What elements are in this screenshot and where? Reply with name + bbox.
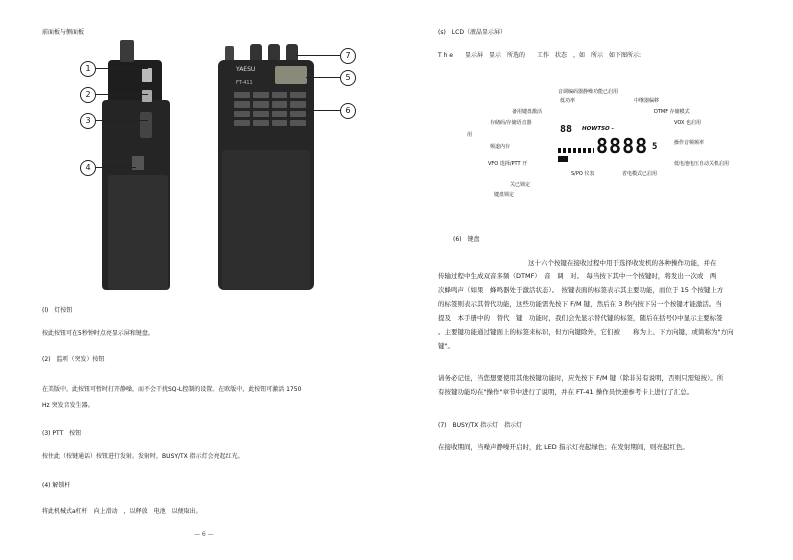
lcd-suffix-digit: 5 (652, 142, 658, 152)
section-latch-title: (4) 解锁杆 (42, 482, 71, 489)
radio-lcd-window (275, 66, 307, 84)
lcd-label: 关已锁定 (510, 182, 531, 188)
lcd-label: VFO 选择/PTT 开 (488, 161, 528, 167)
keypad-line: 提及 本手册中的 替代 键 功能时，我们会先显示替代键的标签，随后在括号()中显示主要标签 (438, 314, 723, 322)
lcd-label: 低电池电压自动关机启用 (674, 161, 730, 167)
lcd-label: 中继器偏移 (634, 98, 660, 104)
lcd-label: 低功率 (560, 98, 576, 104)
left-page-heading: 前面板与侧面板 (42, 29, 85, 36)
lcd-label: 音调编码器静噪功能已启用 (558, 89, 619, 95)
busy-body: 在接收期间，当噪声静噪开启时，此 LED 指示灯亮起绿色；在发射期间，则亮起红色。 (438, 443, 689, 451)
keypad-heading: (6) 键盘 (453, 236, 480, 243)
lcd-label: VOX 也启用 (674, 120, 701, 126)
callout-2: 2 (80, 87, 96, 103)
page-number: — 6 — (194, 531, 214, 538)
keypad-line: 键"。 (438, 342, 454, 350)
callout-4: 4 (80, 160, 96, 176)
section-ptt-body: 按住此（按键通话）按钮进行发射。发射时，BUSY/TX 指示灯会亮起红光。 (42, 453, 244, 460)
lcd-intro: T h e 显示屏 显示 所选的 工作 状态 ，如 所示 如下图所示: (438, 52, 641, 59)
callout-1: 1 (80, 61, 96, 77)
note-line: 请务必记住，当您想要使用其他按键功能时，应先按下 F/M 键（除非另有说明，否则只需短按）。所 (438, 374, 724, 382)
section-ptt-title: (3) PTT 按钮 (42, 430, 82, 437)
callout-5: 5 (340, 70, 356, 86)
lcd-label: 省电模式已启用 (622, 171, 658, 177)
section-monitor-body-1: 在美版中，此按钮可暂时打开静噪，而不会干扰SQ-L控制的设置。在欧版中，此按钮可激活 1750 (42, 386, 302, 393)
radio-brand: YAESU (236, 66, 256, 73)
lcd-label: 键盘锁定 (494, 192, 515, 198)
lcd-s-meter-bar (558, 148, 594, 153)
radio-keypad (234, 92, 306, 126)
callout-3: 3 (80, 113, 96, 129)
section-monitor-body-2: Hz 突发音发生器。 (42, 402, 94, 409)
lcd-heading: (s) LCD（液晶显示屏） (438, 29, 506, 36)
callout-7: 7 (340, 48, 356, 64)
section-light-title: (l) 灯按钮 (42, 307, 73, 314)
section-light-body: 按此按钮可在5秒钟时点亮显示屏和键盘。 (42, 330, 154, 337)
lcd-label: 备用键盘激活 (512, 109, 543, 115)
lcd-small-digits: 88 (560, 124, 573, 135)
lcd-label: S/PO 仪表 (571, 171, 595, 177)
keypad-line: 次蜂鸣声（如果 蜂鸣器处于激活状态）。 按键表面的标签表示其主要功能，而位于 15 个按键上方 (438, 286, 724, 294)
lcd-label: 用 (467, 132, 473, 138)
lcd-label: 操作音频频率 (674, 140, 705, 146)
keypad-line: 。主要键功能通过键面上的标签来标识，但方向键除外，它们被 称为上、下方向键，或简称为"方向 (438, 328, 734, 336)
lcd-mode-text: HOWTSO - (582, 126, 614, 132)
keypad-line: 这十六个按键在接收过程中用于选择收发机的各种操作功能，并在 (528, 259, 717, 267)
lcd-main-digits: 8888 (596, 134, 649, 158)
lcd-label: 存储码/存储语音器 (490, 120, 532, 126)
radio-model: FT-411 (236, 80, 253, 86)
section-latch-body: 将此机械式a杠杆 向上滑动 ，以释放 电池 以便取出。 (42, 508, 202, 515)
keypad-line: 的标签则表示其替代功能，这些功能需先按下 F/M 键，然后在 3 秒内按下另一个按键才能激活。当 (438, 300, 722, 308)
busy-heading: (7) BUSY/TX 指示灯 指示灯 (438, 422, 523, 429)
section-monitor-title: (2) 监听（突发）按钮 (42, 356, 105, 363)
lcd-display-diagram (556, 122, 668, 164)
note-line: 有按键功能均在"操作"章节中进行了说明，并在 FT-41 操作员快速参考卡上进行了汇总。 (438, 388, 694, 396)
keypad-line: 传输过程中生成双音多频（DTMF） 音 调 对。 每当按下其中一个按键时，将发出一次或 两 (438, 272, 717, 280)
lcd-label: 频道内存 (490, 144, 511, 150)
callout-6: 6 (340, 103, 356, 119)
lcd-lock-segment (558, 156, 568, 162)
lcd-label: DTMF 存储模式 (654, 109, 690, 115)
